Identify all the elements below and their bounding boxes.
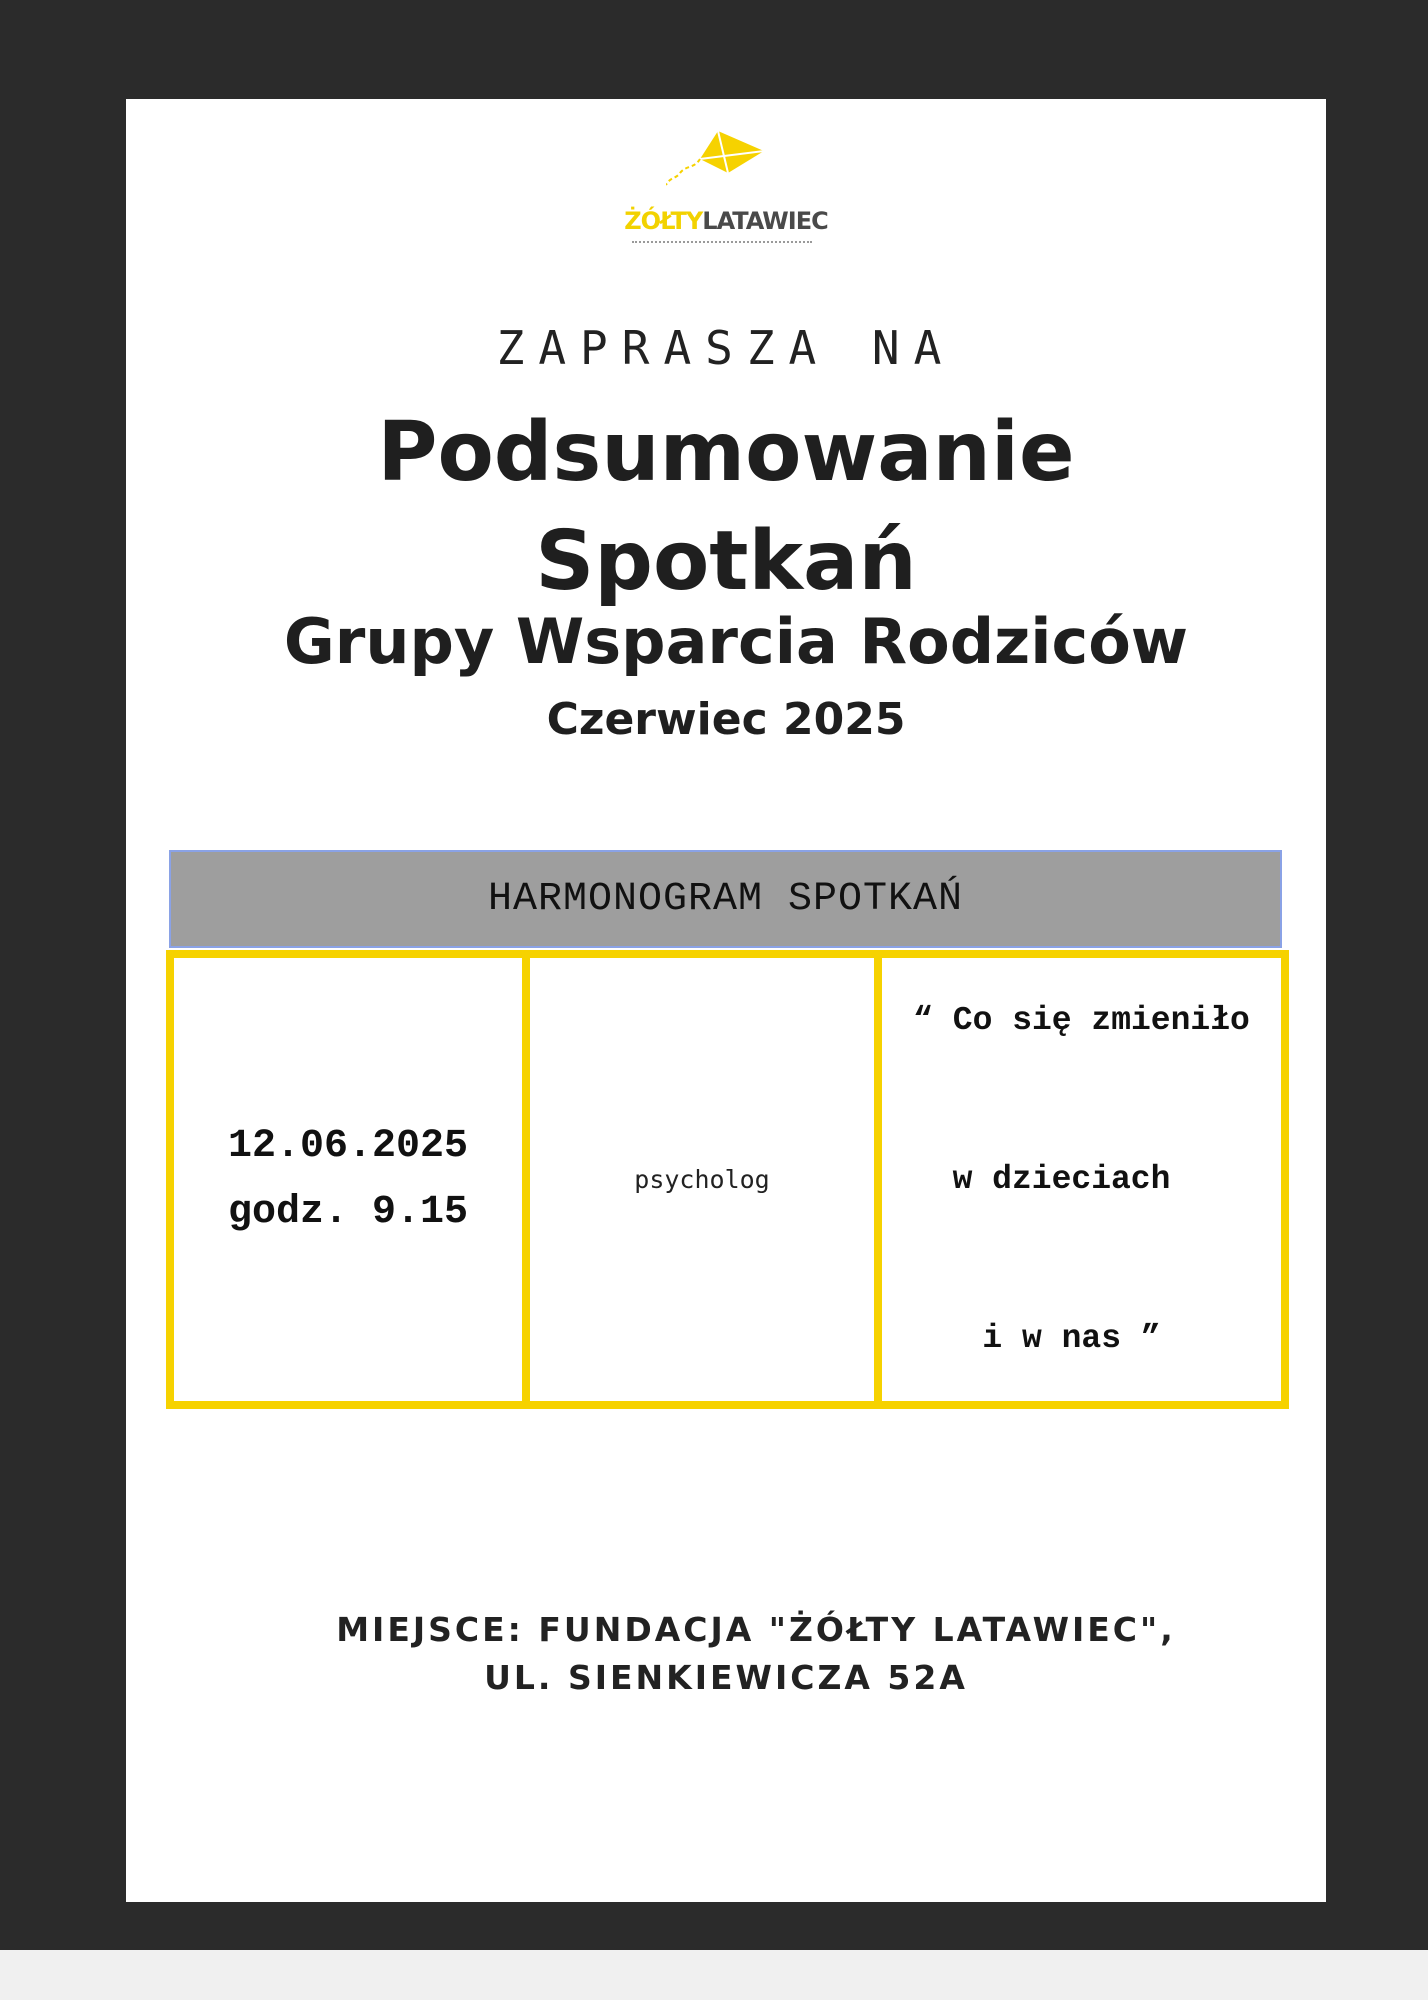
brand-logo (126, 129, 1326, 239)
meeting-topic (913, 888, 1250, 1471)
brand-underline (632, 241, 812, 243)
meeting-topic-line-2: w dzieciach (952, 1161, 1171, 1198)
schedule-cell-topic (874, 958, 1281, 1401)
meeting-topic-line-3: i w nas ” (982, 1320, 1161, 1357)
poster (126, 99, 1326, 1902)
title-line-2: Spotkań (535, 514, 917, 609)
meeting-topic-line-1: “ Co się zmieniło (913, 1002, 1250, 1039)
place-line-1: MIEJSCE: FUNDACJA "ŻÓŁTY LATAWIEC", (336, 1610, 1176, 1649)
meeting-datetime (228, 1114, 468, 1246)
schedule-table (166, 950, 1289, 1409)
kite-icon (666, 129, 766, 209)
meeting-date: 12.06.2025 (227, 1123, 469, 1169)
title-line-1: Podsumowanie (377, 405, 1075, 500)
brand-name (126, 207, 1326, 235)
schedule-heading-text: HARMONOGRAM SPOTKAŃ (487, 876, 964, 922)
brand-name-part1: ŻÓŁTY (624, 207, 703, 235)
schedule-cell-role (522, 958, 874, 1401)
schedule-cell-date (174, 958, 522, 1401)
meeting-time: godz. 9.15 (227, 1189, 469, 1235)
place-line-2: UL. SIENKIEWICZA 52A (484, 1658, 968, 1697)
meeting-host-role: psycholog (634, 1165, 770, 1194)
title-date: Czerwiec 2025 (546, 694, 906, 745)
brand-name-part2: LATAWIEC (702, 207, 828, 235)
invite-heading: ZAPRASZA NA (496, 321, 956, 375)
title-line-3: Grupy Wsparcia Rodziców (283, 605, 1189, 678)
